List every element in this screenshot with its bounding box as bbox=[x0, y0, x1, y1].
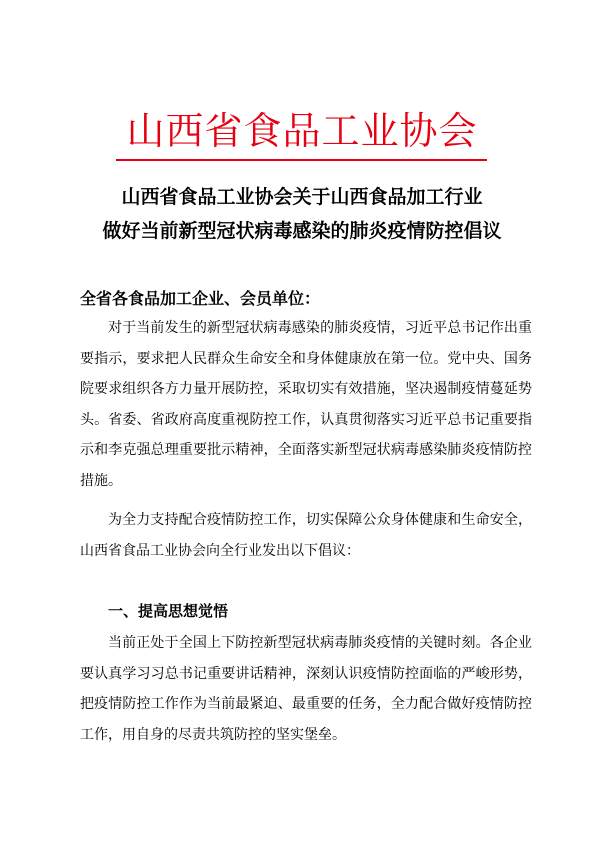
section-1-paragraph: 当前正处于全国上下防控新型冠状病毒肺炎疫情的关键时刻。各企业要认真学习习总书记重要讲话精神，深刻认识疫情防控面临的严峻形势，把疫情防控工作作为当前最紧迫、最重要的任务，全力配合做好疫情防控工作，用自身的尽责共筑防控的坚实堡垒。 bbox=[80, 635, 532, 743]
document-title-line-2: 做好当前新型冠状病毒感染的肺炎疫情防控倡议 bbox=[102, 220, 502, 242]
body-paragraph-1: 对于当前发生的新型冠状病毒感染的肺炎疫情，习近平总书记作出重要指示，要求把人民群众生命安全和身体健康放在第一位。党中央、国务院要求组织各方力量开展防控，采取切实有效措施，坚决遏制疫情蔓延势头。省委、省政府高度重视防控工作，认真贯彻落实习近平总书记重要指示和李克强总理重要批示精神，全面落实新型冠状病毒感染肺炎疫情防控措施。 bbox=[80, 320, 532, 489]
section-heading-1: 一、提高思想觉悟 bbox=[108, 602, 229, 620]
body-paragraph-2: 为全力支持配合疫情防控工作，切实保障公众身体健康和生命安全，山西省食品工业协会向全行业发出以下倡议： bbox=[80, 512, 532, 559]
organization-masthead: 山西省食品工业协会 bbox=[126, 109, 478, 153]
masthead-red-rule bbox=[116, 159, 487, 161]
document-title-line-1: 山西省食品工业协会关于山西食品加工行业 bbox=[121, 186, 483, 208]
salutation: 全省各食品加工企业、会员单位： bbox=[80, 289, 321, 308]
